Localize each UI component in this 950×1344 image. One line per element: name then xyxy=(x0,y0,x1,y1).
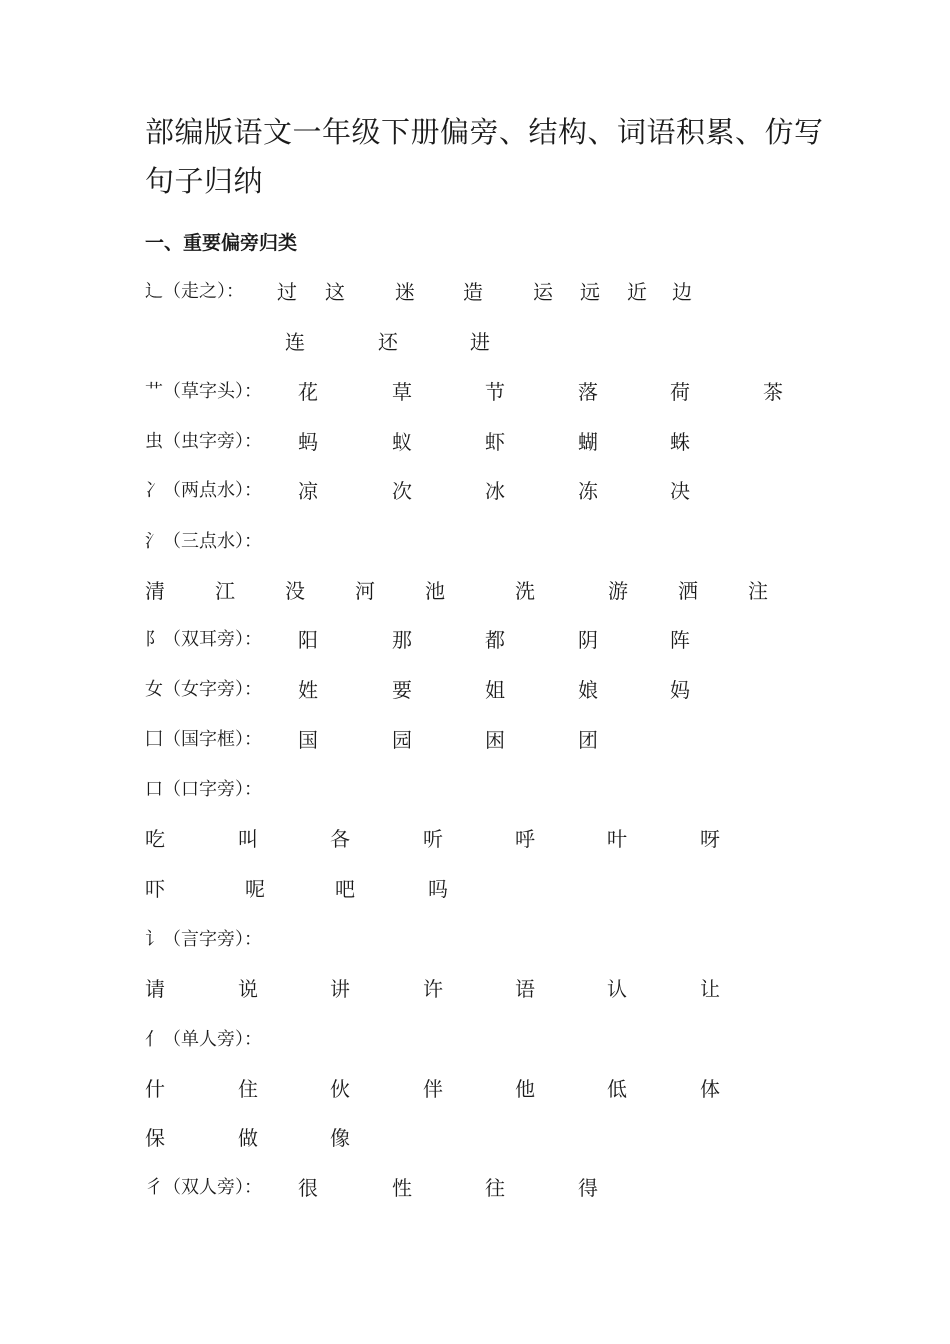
example-character: 国 xyxy=(298,728,318,752)
example-character: 体 xyxy=(700,1077,720,1101)
example-character: 洗 xyxy=(515,579,535,603)
example-character: 注 xyxy=(748,579,768,603)
example-character: 造 xyxy=(463,280,483,304)
example-character: 远 xyxy=(580,280,600,304)
radical-label: 阝（双耳旁）： xyxy=(145,629,262,650)
example-character: 阴 xyxy=(578,628,598,652)
example-character: 困 xyxy=(485,728,505,752)
example-character: 还 xyxy=(378,330,398,354)
section-heading: 一、重要偏旁归类 xyxy=(145,232,298,254)
example-character: 过 xyxy=(277,280,297,304)
radical-label: 亻（单人旁）： xyxy=(145,1029,262,1050)
example-character: 这 xyxy=(325,280,345,304)
example-character: 往 xyxy=(485,1176,505,1200)
example-character: 姓 xyxy=(298,678,318,702)
document-title: 部编版语文一年级下册偏旁、结构、词语积累、仿写句子归纳 xyxy=(145,115,824,198)
example-character: 呢 xyxy=(245,877,265,901)
radical-label: 口（口字旁）： xyxy=(145,779,262,800)
example-character: 吧 xyxy=(335,877,355,901)
radical-label: 辶（走之）： xyxy=(145,281,244,302)
example-character: 连 xyxy=(285,330,305,354)
example-character: 住 xyxy=(238,1077,258,1101)
radical-label: 氵（三点水）： xyxy=(145,531,262,552)
example-character: 蚂 xyxy=(298,430,318,454)
example-character: 听 xyxy=(423,827,443,851)
example-character: 近 xyxy=(627,280,647,304)
example-character: 决 xyxy=(670,479,690,503)
example-character: 叶 xyxy=(607,827,627,851)
example-character: 让 xyxy=(700,977,720,1001)
example-character: 边 xyxy=(672,280,692,304)
radical-label: 女（女字旁）： xyxy=(145,679,262,700)
example-character: 他 xyxy=(515,1077,535,1101)
example-character: 吓 xyxy=(145,877,165,901)
example-character: 阵 xyxy=(670,628,690,652)
example-character: 像 xyxy=(330,1126,350,1150)
example-character: 各 xyxy=(330,827,350,851)
example-character: 团 xyxy=(578,728,598,752)
example-character: 河 xyxy=(355,579,375,603)
example-character: 认 xyxy=(607,977,627,1001)
example-character: 没 xyxy=(285,579,305,603)
example-character: 呼 xyxy=(515,827,535,851)
example-character: 说 xyxy=(238,977,258,1001)
radical-label: 艹（草字头）： xyxy=(145,381,262,402)
radical-label: 讠（言字旁）： xyxy=(145,929,262,950)
radical-label: 冫（两点水）： xyxy=(145,480,262,501)
example-character: 要 xyxy=(392,678,412,702)
example-character: 节 xyxy=(485,380,505,404)
example-character: 娘 xyxy=(578,678,598,702)
example-character: 性 xyxy=(392,1176,412,1200)
example-character: 运 xyxy=(533,280,553,304)
example-character: 保 xyxy=(145,1126,165,1150)
example-character: 园 xyxy=(392,728,412,752)
example-character: 呀 xyxy=(700,827,720,851)
example-character: 江 xyxy=(215,579,235,603)
radical-label: 虫（虫字旁）： xyxy=(145,431,262,452)
example-character: 池 xyxy=(425,579,445,603)
example-character: 凉 xyxy=(298,479,318,503)
example-character: 许 xyxy=(423,977,443,1001)
example-character: 妈 xyxy=(670,678,690,702)
example-character: 荷 xyxy=(670,380,690,404)
example-character: 蛛 xyxy=(670,430,690,454)
example-character: 蚁 xyxy=(392,430,412,454)
example-character: 叫 xyxy=(238,827,258,851)
example-character: 冰 xyxy=(485,479,505,503)
example-character: 吃 xyxy=(145,827,165,851)
example-character: 迷 xyxy=(395,280,415,304)
radical-label: 彳（双人旁）： xyxy=(145,1177,262,1198)
example-character: 很 xyxy=(298,1176,318,1200)
example-character: 得 xyxy=(578,1176,598,1200)
example-character: 虾 xyxy=(485,430,505,454)
example-character: 蝴 xyxy=(578,430,598,454)
example-character: 讲 xyxy=(330,977,350,1001)
radical-label: 囗（国字框）： xyxy=(145,729,262,750)
example-character: 伙 xyxy=(330,1077,350,1101)
example-character: 什 xyxy=(145,1077,165,1101)
example-character: 姐 xyxy=(485,678,505,702)
example-character: 那 xyxy=(392,628,412,652)
example-character: 语 xyxy=(515,977,535,1001)
example-character: 伴 xyxy=(423,1077,443,1101)
example-character: 游 xyxy=(608,579,628,603)
example-character: 都 xyxy=(485,628,505,652)
example-character: 进 xyxy=(470,330,490,354)
example-character: 请 xyxy=(145,977,165,1001)
example-character: 花 xyxy=(298,380,318,404)
example-character: 草 xyxy=(392,380,412,404)
example-character: 茶 xyxy=(763,380,783,404)
example-character: 洒 xyxy=(678,579,698,603)
example-character: 吗 xyxy=(428,877,448,901)
example-character: 阳 xyxy=(298,628,318,652)
example-character: 做 xyxy=(238,1126,258,1150)
example-character: 落 xyxy=(578,380,598,404)
example-character: 清 xyxy=(145,579,165,603)
example-character: 次 xyxy=(392,479,412,503)
example-character: 冻 xyxy=(578,479,598,503)
example-character: 低 xyxy=(607,1077,627,1101)
